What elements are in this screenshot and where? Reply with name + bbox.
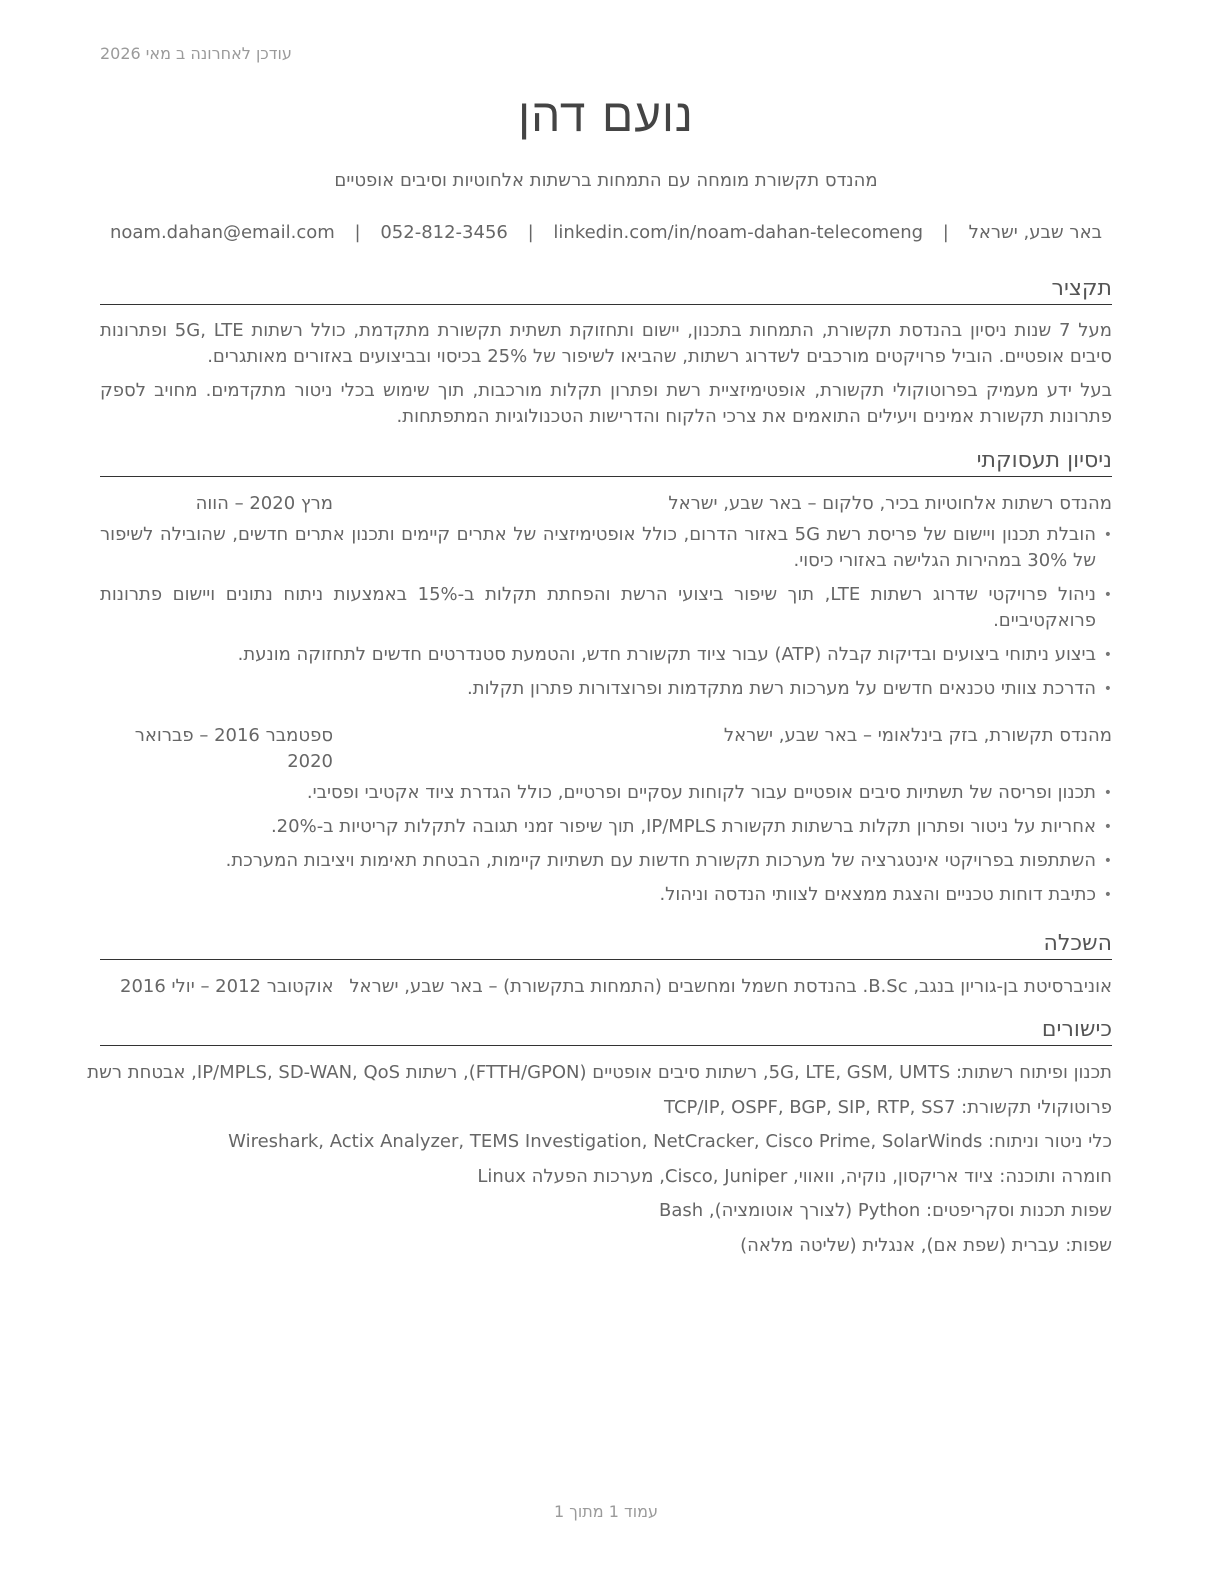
skill-line: שפות תכנות וסקריפטים: Python (לצורך אוטומציה), Bash <box>658 1200 1112 1222</box>
job-bullet: • תכנון ופריסה של תשתיות סיבים אופטיים עבור לקוחות עסקיים ופרטיים, כולל הגדרת ציוד אקטיבי ופסיבי. <box>100 780 1112 806</box>
job-bullet: • הדרכת צוותי טכנאים חדשים על מערכות רשת מתקדמות ופרוצדורות פתרון תקלות. <box>100 676 1112 702</box>
job-bullet: • הובלת תכנון ויישום של פריסת רשת 5G באזור הדרום, כולל אופטימיזציה של אתרים קיימים ותכנון אתרים חדשים, שהובילה לשיפור של 30% במהירות הגלישה באזורי כיסוי. <box>100 522 1112 574</box>
job-role: מהנדס רשתות אלחוטיות בכיר, סלקום – באר שבע, ישראל <box>668 493 1112 514</box>
contact-location: באר שבע, ישראל <box>968 222 1103 243</box>
job-bullet: • אחריות על ניטור ופתרון תקלות ברשתות תקשורת IP/MPLS, תוך שיפור זמני תגובה לתקלות קריטיות ב-20%. <box>100 814 1112 840</box>
job-bullet-list <box>100 780 1112 916</box>
skill-line: פרוטוקולי תקשורת: TCP/IP, OSPF, BGP, SIP, RTP, SS7 <box>664 1096 1112 1118</box>
contact-line <box>100 222 1112 243</box>
summary-paragraph: בעל ידע מעמיק בפרוטוקולי תקשורת, אופטימיזציית רשת ופתרון תקלות מורכבות, תוך שימוש בכלי ניטור מתקדמים. מחויב לספק פתרונות תקשורת אמינים ויעילים התואמים את צרכי הלקוח והדרישות הטכנולוגיות המתפתחות. <box>100 380 1112 427</box>
candidate-name: נועם דהן <box>518 88 694 142</box>
job-bullet: • השתתפות בפרויקטי אינטגרציה של מערכות תקשורת חדשות עם תשתיות קיימות, הבטחת תאימות ויציבות המערכת. <box>100 848 1112 874</box>
professional-headline: מהנדס תקשורת מומחה עם התמחות ברשתות אלחוטיות וסיבים אופטיים <box>334 170 878 191</box>
skills-list <box>87 1060 1112 1268</box>
job-bullet: • ניהול פרויקטי שדרוג רשתות LTE, תוך שיפור ביצועי הרשת והפחתת תקלות ב-15% באמצעות ניתוח נתונים ויישום פתרונות פרואקטיביים. <box>100 582 1112 634</box>
skill-line: כלי ניטור וניתוח: Wireshark, Actix Analyzer, TEMS Investigation, NetCracker, Cisco Prime, SolarWinds <box>228 1131 1112 1153</box>
job-bullet-list <box>100 522 1112 710</box>
last-updated-note: עודכן לאחרונה ב מאי 2026 <box>100 44 292 63</box>
job-role: מהנדס תקשורת, בזק בינלאומי – באר שבע, ישראל <box>723 725 1112 746</box>
page-number: עמוד 1 מתוך 1 <box>554 1502 658 1521</box>
contact-phone[interactable]: 052-812-3456 <box>380 222 508 243</box>
skill-line: חומרה ותוכנה: ציוד אריקסון, נוקיה, וואווי, Cisco, Juniper, מערכות הפעלה Linux <box>477 1165 1112 1187</box>
contact-separator: | <box>527 222 534 243</box>
summary-paragraph: מעל 7 שנות ניסיון בהנדסת תקשורת, התמחות בתכנון, יישום ותחזוקת תשתית תקשורת מתקדמת, כולל רשתות 5G, LTE ופתרונות סיבים אופטיים. הוביל פרויקטים מורכבים לשדרוג רשתות, שהביאו לשיפור של 25% בכיסוי ובביצועים באזורים מאותגרים. <box>100 320 1113 367</box>
contact-separator: | <box>942 222 949 243</box>
job-dates: מרץ 2020 – הווה <box>195 493 333 514</box>
skills-heading: כישורים <box>100 1017 1112 1046</box>
summary-heading: תקציר <box>100 276 1112 305</box>
resume-page <box>87 0 1113 1584</box>
contact-email[interactable]: noam.dahan@email.com <box>109 222 335 243</box>
job-dates: ספטמבר 2016 – פברואר 2020 <box>134 725 333 772</box>
education-heading: השכלה <box>100 931 1112 960</box>
education-dates: אוקטובר 2012 – יולי 2016 <box>120 976 334 997</box>
education-degree: אוניברסיטת בן-גוריון בנגב, B.Sc. בהנדסת חשמל ומחשבים (התמחות בתקשורת) – באר שבע, ישראל <box>349 976 1112 997</box>
job-bullet: • ביצוע ניתוחי ביצועים ובדיקות קבלה (ATP) עבור ציוד תקשורת חדש, והטמעת סטנדרטים חדשים לתחזוקה מונעת. <box>100 642 1112 668</box>
contact-linkedin[interactable]: linkedin.com/in/noam-dahan-telecomeng <box>553 222 924 243</box>
job-bullet: • כתיבת דוחות טכניים והצגת ממצאים לצוותי הנדסה וניהול. <box>100 882 1112 908</box>
skill-line: שפות: עברית (שפת אם), אנגלית (שליטה מלאה) <box>740 1234 1112 1256</box>
contact-separator: | <box>354 222 361 243</box>
experience-heading: ניסיון תעסוקתי <box>100 448 1112 477</box>
skill-line: תכנון ופיתוח רשתות: 5G, LTE, GSM, UMTS, רשתות סיבים אופטיים (FTTH/GPON), רשתות IP/MPLS, SD-WAN, QoS, אבטחת רשת <box>87 1062 1112 1083</box>
